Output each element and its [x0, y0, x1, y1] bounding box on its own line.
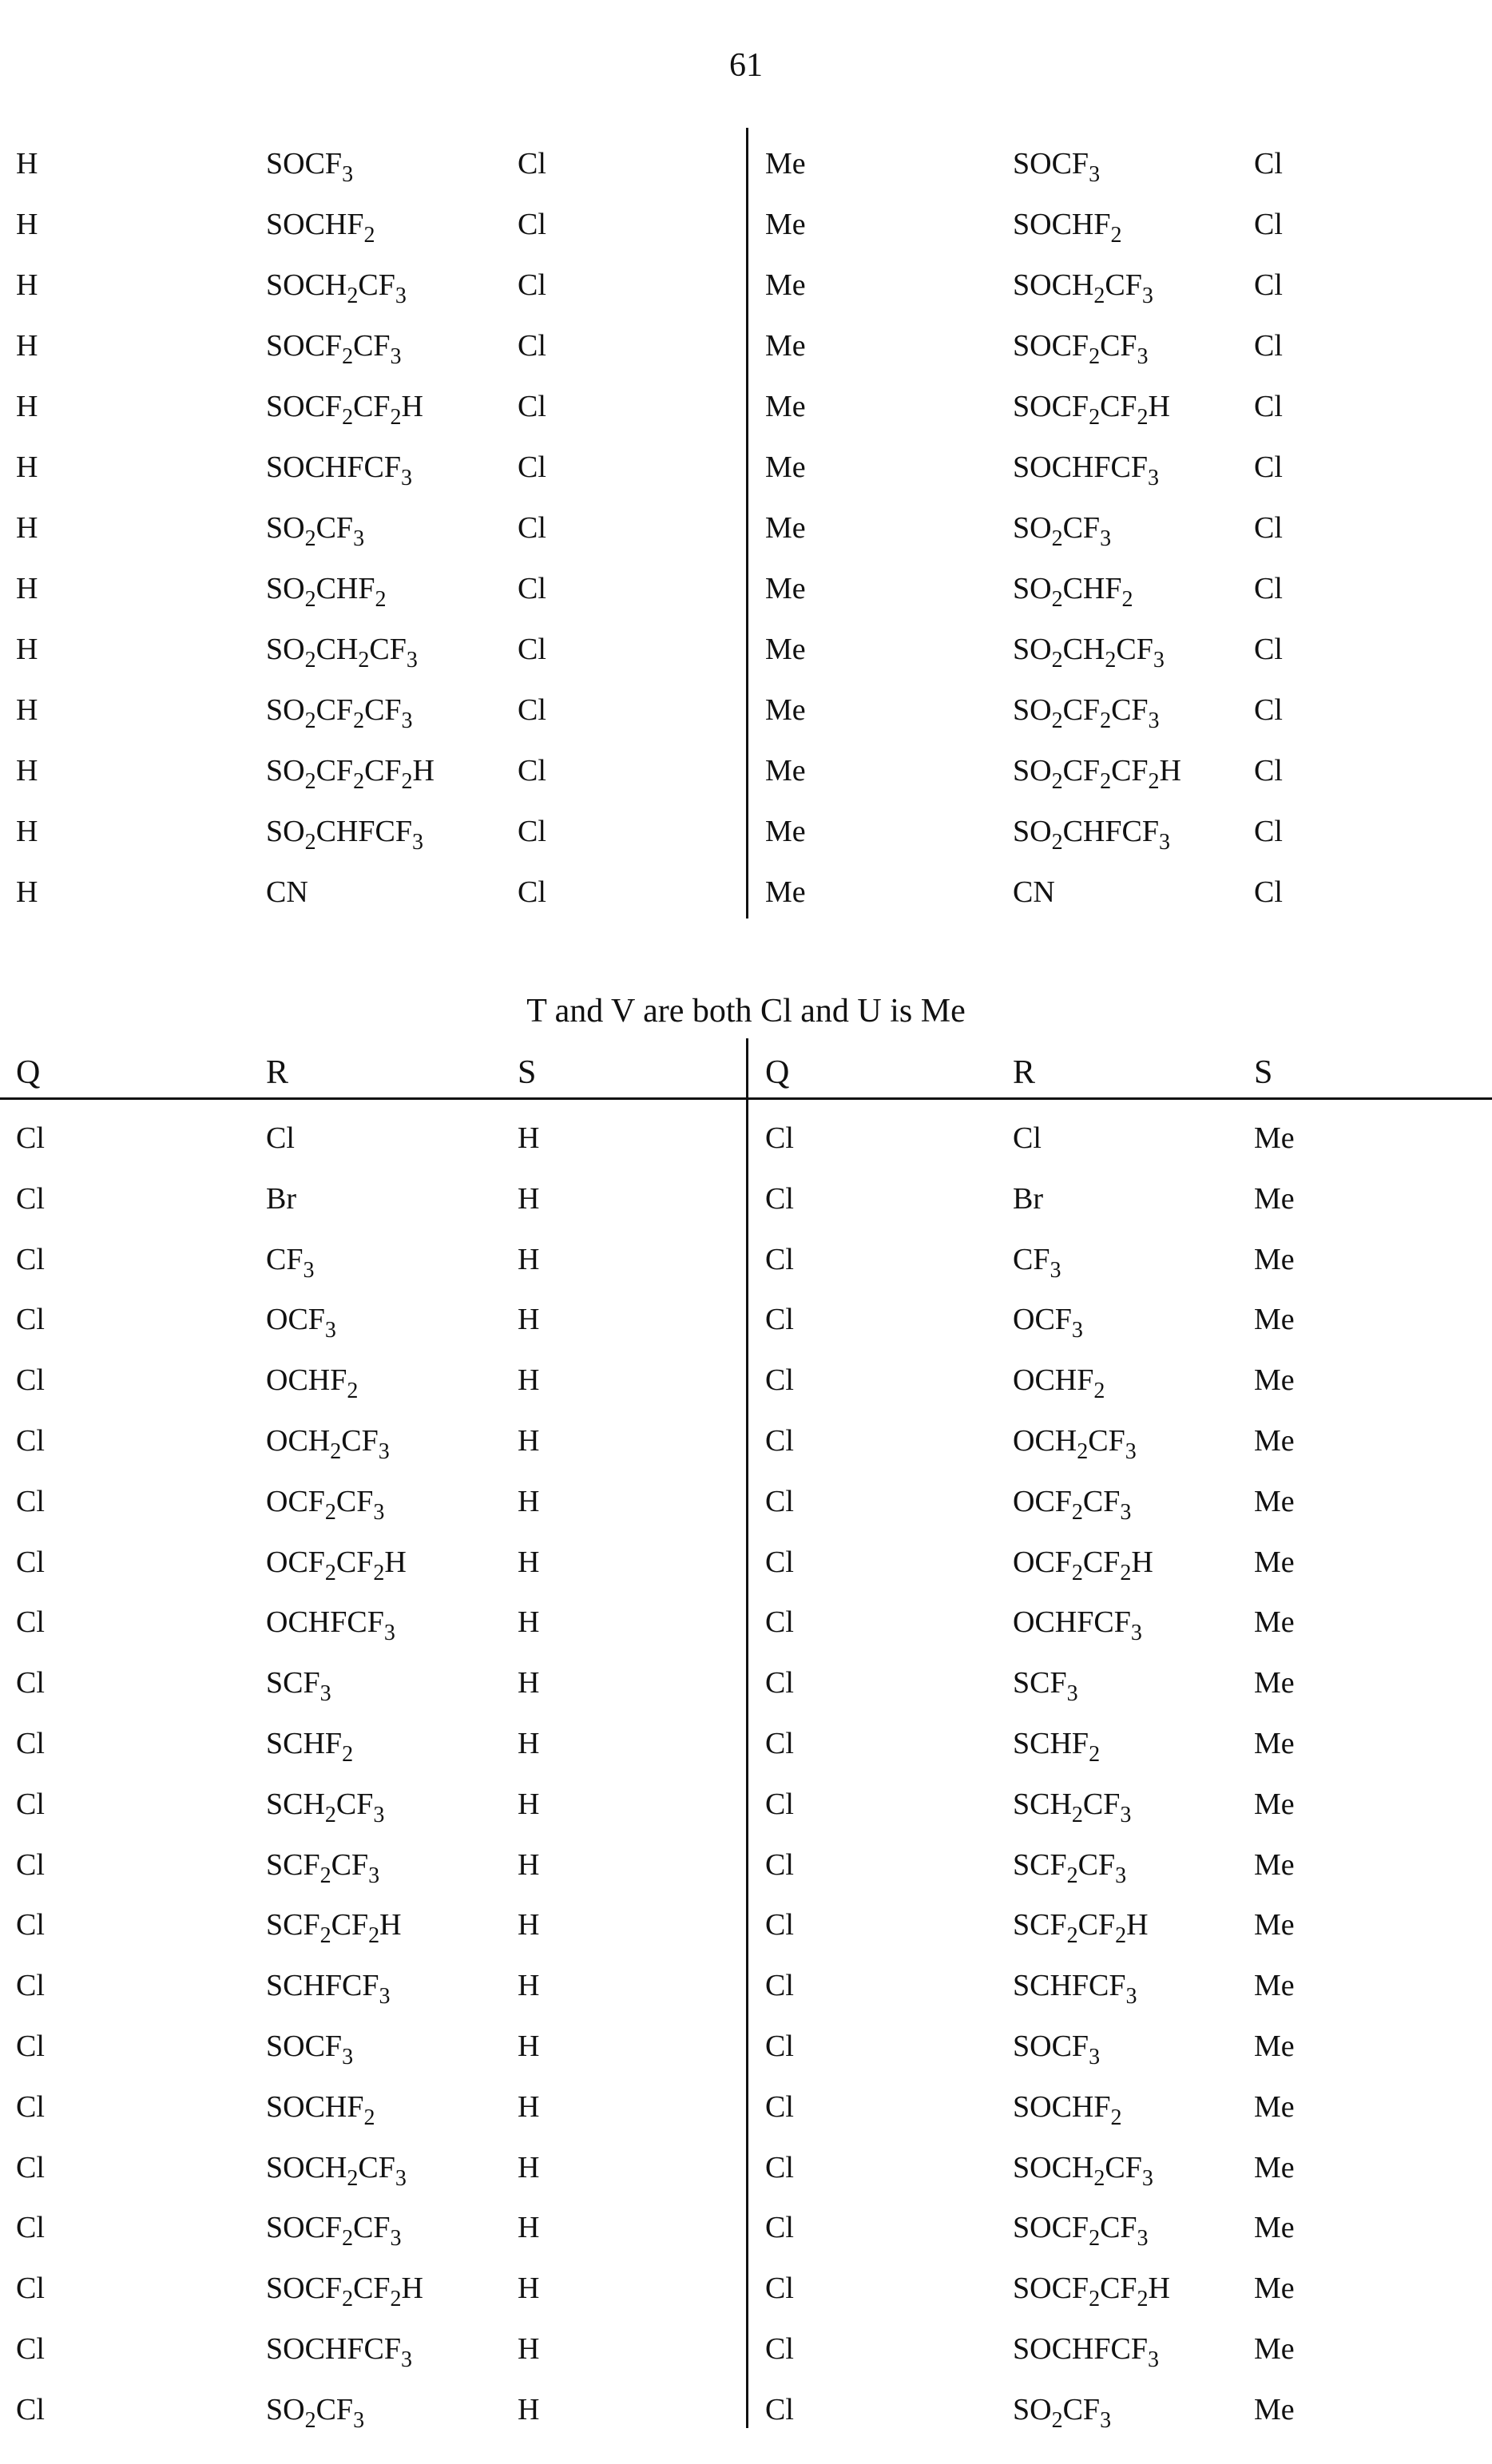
table-cell: H [16, 268, 38, 302]
table-cell: Cl [518, 633, 546, 666]
table-cell: $OCHFCF_3$ [1013, 1605, 1142, 1646]
table-cell: Cl [16, 1605, 45, 1640]
page-number: 61 [729, 47, 763, 84]
table-cell: Cl [1254, 147, 1283, 181]
table-row [0, 2148, 1492, 2208]
table-cell: H [518, 1847, 540, 1882]
table-cell: H [16, 329, 38, 363]
table-row [0, 1482, 1492, 1542]
table-cell: Cl [1013, 1121, 1042, 1155]
table-cell: H [518, 1181, 540, 1216]
column-header: Q [16, 1054, 41, 1091]
table-cell: Me [1254, 1484, 1295, 1518]
table-cell: H [518, 1424, 540, 1458]
table-cell: Cl [1254, 268, 1283, 302]
table-cell: Cl [16, 2211, 45, 2245]
table-cell: Me [765, 450, 806, 484]
table-cell: Me [765, 572, 806, 605]
table-cell: $SCF_2CF_3$ [1013, 1847, 1127, 1888]
table-cell: Cl [518, 268, 546, 302]
table-cell: Cl [518, 754, 546, 788]
table-cell: Me [1254, 1181, 1295, 1216]
table-cell: Cl [518, 390, 546, 423]
table-cell: H [518, 2089, 540, 2124]
table-cell: Cl [16, 1121, 45, 1155]
table-cell: Me [765, 633, 806, 666]
table-cell: $SCF_2CF_2H$ [1013, 1908, 1149, 1949]
table-cell: H [16, 693, 38, 727]
column-header: Q [765, 1054, 790, 1091]
column-header: S [1254, 1054, 1273, 1091]
table-row [0, 1421, 1492, 1482]
table-cell: Cl [765, 1484, 794, 1518]
table-cell: H [518, 2392, 540, 2426]
table-row [0, 1179, 1492, 1240]
table-row [0, 1724, 1492, 1784]
table-cell: H [16, 208, 38, 241]
table-row [0, 326, 1492, 387]
table-cell: Cl [765, 2392, 794, 2426]
table-cell: H [518, 1242, 540, 1276]
table-cell: $SOCHF_2$ [1013, 208, 1122, 248]
table-cell: Cl [765, 1727, 794, 1760]
table-cell: $OCHF_2$ [266, 1363, 359, 1404]
table-cell: Cl [765, 1181, 794, 1216]
table-cell: Cl [1254, 572, 1283, 605]
table-cell: H [518, 2030, 540, 2063]
table-cell: H [518, 1666, 540, 1700]
table-cell: Cl [765, 2030, 794, 2063]
table-cell: $OCHF_2$ [1013, 1363, 1105, 1404]
table-cell: H [16, 450, 38, 484]
table-cell: $SO_2CF_2CF_2H$ [266, 754, 435, 794]
table-cell: Cl [16, 1242, 45, 1276]
table-cell: $SO_2CHFCF_3$ [266, 815, 423, 855]
table-cell: Me [765, 208, 806, 241]
table-cell: H [518, 1484, 540, 1518]
table-row [0, 447, 1492, 508]
table-cell: $SCHFCF_3$ [266, 1969, 391, 2010]
table-cell: Cl [1254, 511, 1283, 545]
table-row [0, 1845, 1492, 1906]
table-cell: Cl [1254, 329, 1283, 363]
table-cell: Me [1254, 1727, 1295, 1760]
table-cell: Cl [16, 1908, 45, 1942]
table-cell: H [518, 1908, 540, 1942]
table-cell: $OCF_3$ [266, 1303, 336, 1343]
table-cell: Cl [765, 2089, 794, 2124]
table-cell: Me [1254, 1242, 1295, 1276]
table-cell: Me [1254, 2392, 1295, 2426]
table-cell: $CF_3$ [1013, 1242, 1061, 1283]
table-row [0, 1966, 1492, 2026]
table-row [0, 144, 1492, 204]
table-cell: Cl [765, 1969, 794, 2003]
table-row [0, 690, 1492, 751]
table-cell: Cl [518, 572, 546, 605]
column-header: R [1013, 1054, 1036, 1091]
table-cell: Cl [16, 2272, 45, 2306]
table-cell: H [518, 1545, 540, 1579]
table-row [0, 569, 1492, 629]
table-cell: Me [1254, 1545, 1295, 1579]
table-cell: H [518, 2211, 540, 2245]
table-cell: Cl [1254, 450, 1283, 484]
table-cell: Cl [1254, 693, 1283, 727]
column-header: S [518, 1054, 537, 1091]
table-row [0, 2026, 1492, 2087]
table-cell: H [518, 1787, 540, 1821]
table-row [0, 387, 1492, 447]
table-cell: $SOCH_2CF_3$ [1013, 2150, 1153, 2191]
table-cell: Me [1254, 2211, 1295, 2245]
table-cell: $SOCF_2CF_3$ [266, 329, 402, 369]
table-cell: Me [765, 511, 806, 545]
table-cell: H [518, 1727, 540, 1760]
table-cell: $SCF_2CF_3$ [266, 1847, 380, 1888]
table-row [0, 1663, 1492, 1724]
table-cell: $SCH_2CF_3$ [266, 1787, 385, 1827]
table-cell: Cl [1254, 390, 1283, 423]
table-cell: $SOCF_2CF_3$ [1013, 329, 1149, 369]
table-row [0, 751, 1492, 811]
table-row [0, 1784, 1492, 1845]
table-row [0, 2268, 1492, 2329]
table-cell: $SO_2CF_2CF_2H$ [1013, 754, 1181, 794]
table-row [0, 1360, 1492, 1421]
table-cell: Cl [765, 2211, 794, 2245]
table-cell: Cl [16, 1484, 45, 1518]
table-cell: $SOCHF_2$ [266, 2089, 375, 2130]
table-cell: H [518, 2150, 540, 2184]
table-cell: $SOCF_3$ [1013, 147, 1101, 187]
table-cell: Cl [765, 1908, 794, 1942]
table-cell: Cl [518, 693, 546, 727]
table-cell: H [16, 511, 38, 545]
table-row [0, 2329, 1492, 2390]
table-cell: Me [765, 875, 806, 909]
table-cell: Cl [518, 147, 546, 181]
table-cell: Cl [16, 1666, 45, 1700]
table-cell: Cl [765, 2272, 794, 2306]
table-cell: Cl [16, 1545, 45, 1579]
table-row [0, 1118, 1492, 1179]
table-row [0, 1299, 1492, 1360]
table-cell: $SCF_3$ [1013, 1666, 1078, 1707]
table-cell: Cl [765, 1363, 794, 1398]
table-cell: Cl [266, 1121, 295, 1155]
table-row [0, 1905, 1492, 1966]
table-cell: Me [1254, 1908, 1295, 1942]
table-cell: Cl [765, 2332, 794, 2366]
table-title: T and V are both Cl and U is Me [526, 993, 966, 1030]
table-cell: $SO_2CF_3$ [266, 2392, 365, 2433]
table-cell: Cl [16, 2030, 45, 2063]
table-cell: $SOCF_2CF_3$ [266, 2211, 402, 2252]
table-cell: Cl [16, 1969, 45, 2003]
table-cell: $SOCF_2CF_2H$ [266, 2272, 423, 2312]
table-cell: H [16, 572, 38, 605]
table-cell: Cl [518, 875, 546, 909]
table-row [0, 2208, 1492, 2268]
table-cell: $SCHF_2$ [1013, 1727, 1101, 1767]
table-cell: H [16, 754, 38, 788]
table-cell: Cl [518, 208, 546, 241]
table-cell: H [16, 633, 38, 666]
table-cell: Cl [1254, 875, 1283, 909]
table-cell: H [16, 875, 38, 909]
table-cell: Cl [16, 1847, 45, 1882]
table-cell: $SOCHFCF_3$ [1013, 2332, 1159, 2372]
table-cell: Me [1254, 1969, 1295, 2003]
table-cell: Cl [1254, 208, 1283, 241]
table-cell: Me [765, 147, 806, 181]
table-cell: $SCHFCF_3$ [1013, 1969, 1137, 2010]
table-cell: Me [1254, 1424, 1295, 1458]
table-cell: Cl [16, 2089, 45, 2124]
table-cell: Cl [1254, 754, 1283, 788]
table-row [0, 1240, 1492, 1300]
table-cell: $SOCHFCF_3$ [266, 450, 412, 490]
table-cell: Br [1013, 1181, 1043, 1216]
table-cell: Cl [765, 2150, 794, 2184]
table-cell: Cl [765, 1666, 794, 1700]
table-cell: Me [765, 390, 806, 423]
table-cell: $SO_2CF_2CF_3$ [1013, 693, 1160, 733]
table-cell: Me [1254, 2272, 1295, 2306]
table-cell: Cl [518, 815, 546, 848]
table-cell: Me [1254, 1787, 1295, 1821]
table-cell: Me [765, 329, 806, 363]
table-cell: $SO_2CF_2CF_3$ [266, 693, 413, 733]
table-cell: Cl [16, 1424, 45, 1458]
table-row [0, 811, 1492, 872]
table-cell: $SO_2CF_3$ [1013, 511, 1112, 551]
table-cell: H [518, 1303, 540, 1337]
table-cell: Me [765, 815, 806, 848]
table-cell: Cl [765, 1787, 794, 1821]
table-cell: Me [1254, 1666, 1295, 1700]
table-cell: $SO_2CF_3$ [1013, 2392, 1112, 2433]
table-cell: Cl [16, 1727, 45, 1760]
table-cell: Cl [1254, 633, 1283, 666]
table-cell: H [16, 390, 38, 423]
table-cell: Cl [765, 1121, 794, 1155]
table-cell: Cl [518, 329, 546, 363]
table-cell: $SOCH_2CF_3$ [266, 268, 407, 308]
table-cell: Cl [765, 1242, 794, 1276]
table-cell: $SO_2CH_2CF_3$ [1013, 633, 1165, 673]
table-cell: $OCH_2CF_3$ [1013, 1424, 1137, 1464]
table-row [0, 204, 1492, 265]
table-row [0, 508, 1492, 569]
table-cell: $CF_3$ [266, 1242, 315, 1283]
table-cell: $OCF_2CF_2H$ [266, 1545, 407, 1585]
table-cell: Me [1254, 1605, 1295, 1640]
table-cell: $SO_2CH_2CF_3$ [266, 633, 418, 673]
table-cell: Cl [16, 1363, 45, 1398]
table-cell: Cl [16, 1181, 45, 1216]
table-cell: H [518, 1969, 540, 2003]
table-cell: $SOCF_2CF_3$ [1013, 2211, 1149, 2252]
table-cell: Me [1254, 1303, 1295, 1337]
table-cell: $SOCF_2CF_2H$ [266, 390, 423, 430]
table-row [0, 2087, 1492, 2148]
table-row [0, 872, 1492, 933]
table-cell: Cl [765, 1605, 794, 1640]
table-cell: Cl [765, 1424, 794, 1458]
table-cell: $SOCH_2CF_3$ [1013, 268, 1153, 308]
table-cell: Me [1254, 1121, 1295, 1155]
table-cell: Br [266, 1181, 296, 1216]
table-cell: $OCH_2CF_3$ [266, 1424, 390, 1464]
table-cell: Me [1254, 2332, 1295, 2366]
column-header: R [266, 1054, 289, 1091]
table-cell: H [16, 147, 38, 181]
table-cell: Me [1254, 2089, 1295, 2124]
table-cell: $SCF_3$ [266, 1666, 331, 1707]
table-row [0, 2390, 1492, 2450]
table-cell: $SOCF_3$ [266, 2030, 354, 2069]
table-cell: $SOCF_3$ [266, 147, 354, 187]
table-cell: $SOCH_2CF_3$ [266, 2150, 407, 2191]
table-cell: Cl [16, 1787, 45, 1821]
header-rule [0, 1097, 1492, 1100]
table-cell: $SOCF_3$ [1013, 2030, 1101, 2069]
table-cell: H [518, 2272, 540, 2306]
table-cell: Me [1254, 2150, 1295, 2184]
table-cell: $OCF_2CF_3$ [1013, 1484, 1132, 1525]
table-cell: H [16, 815, 38, 848]
table-cell: H [518, 2332, 540, 2366]
table-cell: Me [765, 268, 806, 302]
table-cell: $SO_2CF_3$ [266, 511, 365, 551]
table-cell: Me [1254, 1847, 1295, 1882]
table-cell: H [518, 1121, 540, 1155]
table-cell: $OCHFCF_3$ [266, 1605, 395, 1646]
table-cell: $OCF_2CF_2H$ [1013, 1545, 1153, 1585]
table-cell: $SCH_2CF_3$ [1013, 1787, 1132, 1827]
table-cell: $OCF_2CF_3$ [266, 1484, 385, 1525]
table-row [0, 1602, 1492, 1663]
table-row [0, 1542, 1492, 1603]
table-cell: Cl [16, 2332, 45, 2366]
table-cell: $SOCF_2CF_2H$ [1013, 390, 1170, 430]
table-cell: Cl [16, 1303, 45, 1337]
table-cell: Cl [765, 1847, 794, 1882]
table-cell: $SOCHF_2$ [266, 208, 375, 248]
table-cell: Cl [518, 450, 546, 484]
table-cell: Me [1254, 2030, 1295, 2063]
table-cell: $SO_2CHFCF_3$ [1013, 815, 1170, 855]
table-cell: $SO_2CHF_2$ [266, 572, 387, 612]
table-cell: Me [765, 693, 806, 727]
table-cell: H [518, 1363, 540, 1398]
table-cell: $SOCHFCF_3$ [1013, 450, 1159, 490]
table-cell: Cl [765, 1303, 794, 1337]
table-cell: $OCF_3$ [1013, 1303, 1083, 1343]
table-cell: $SOCHF_2$ [1013, 2089, 1122, 2130]
table-cell: $SOCHFCF_3$ [266, 2332, 412, 2372]
table-cell: CN [266, 875, 308, 909]
table-cell: H [518, 1605, 540, 1640]
table-row [0, 629, 1492, 690]
table-cell: Cl [16, 2150, 45, 2184]
table-cell: $SO_2CHF_2$ [1013, 572, 1133, 612]
table-cell: CN [1013, 875, 1055, 909]
table-cell: Cl [1254, 815, 1283, 848]
table-cell: $SOCF_2CF_2H$ [1013, 2272, 1170, 2312]
table-cell: Me [1254, 1363, 1295, 1398]
table-cell: $SCF_2CF_2H$ [266, 1908, 402, 1949]
table-cell: Cl [16, 2392, 45, 2426]
table-row [0, 265, 1492, 326]
table-cell: $SCHF_2$ [266, 1727, 354, 1767]
table-cell: Cl [518, 511, 546, 545]
table-cell: Me [765, 754, 806, 788]
table-cell: Cl [765, 1545, 794, 1579]
